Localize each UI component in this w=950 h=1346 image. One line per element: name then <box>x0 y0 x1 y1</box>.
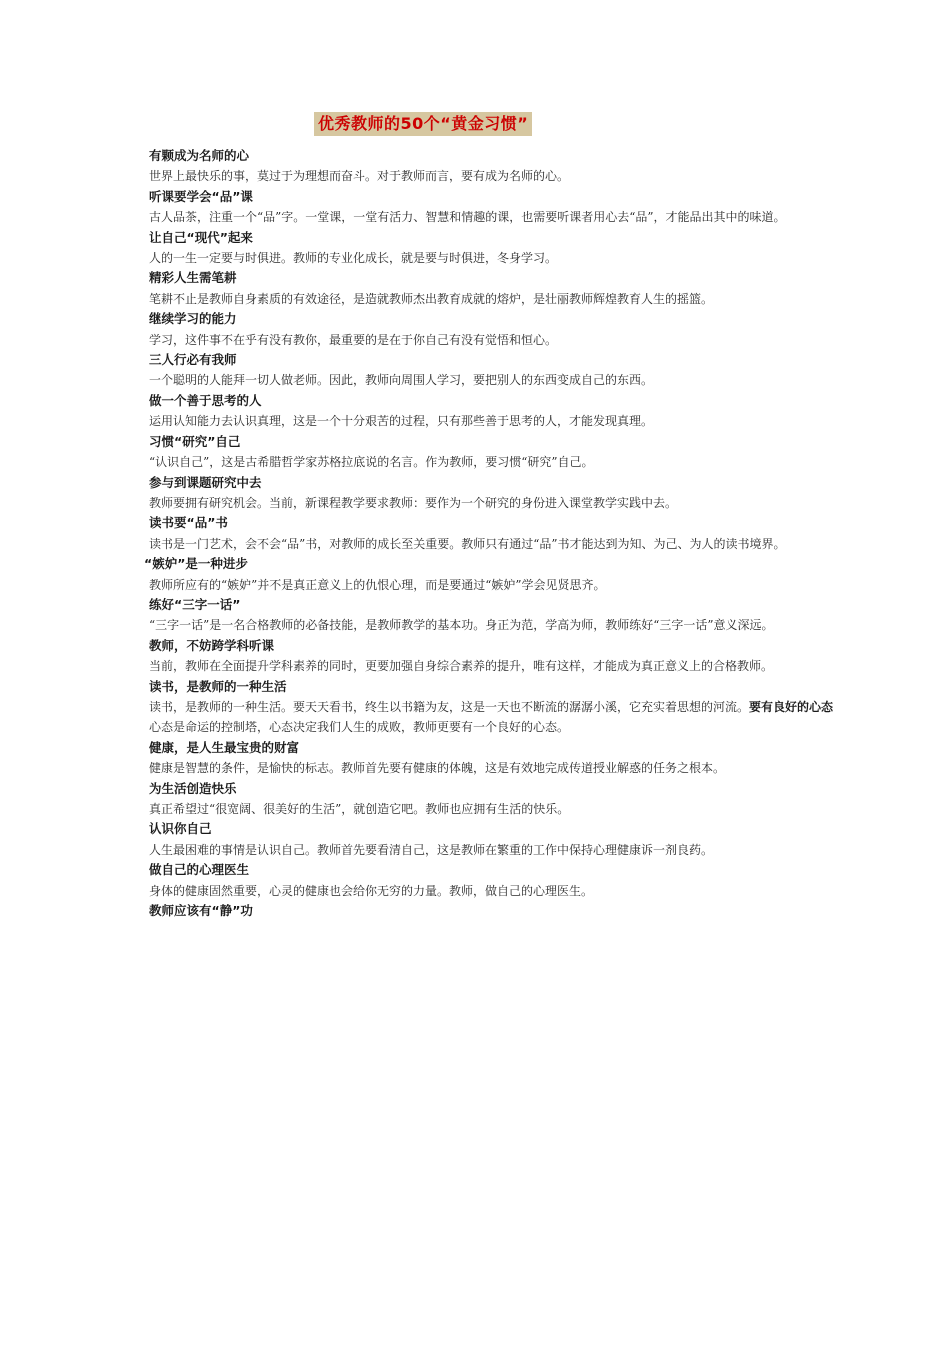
section-heading: 做一个善于思考的人 <box>149 392 262 408</box>
document-body <box>145 146 835 921</box>
section-body: 古人品茶，注重一个“品”字。一堂课，一堂有活力、智慧和情趣的课，也需要听课者用心去“品”，才能品出其中的味道。 <box>149 210 786 225</box>
section-body: 心态是命运的控制塔，心态决定我们人生的成败，教师更要有一个良好的心态。 <box>149 720 570 735</box>
section-body: 人的一生一定要与时俱进。教师的专业化成长，就是要与时俱进，冬身学习。 <box>149 251 558 266</box>
section-body <box>149 697 835 717</box>
section-heading: 教师，不妨跨学科听课 <box>149 637 275 653</box>
section-heading: 继续学习的能力 <box>149 311 237 327</box>
section-heading: 为生活创造快乐 <box>149 780 237 796</box>
section-body: 世界上最快乐的事，莫过于为理想而奋斗。对于教师而言，要有成为名师的心。 <box>149 169 570 184</box>
section-heading: 认识你自己 <box>149 821 212 837</box>
section-body: 笔耕不止是教师自身素质的有效途径，是造就教师杰出教育成就的熔炉，是壮丽教师辉煌教育人生的摇篮。 <box>149 291 714 306</box>
section-heading: 听课要学会“品”课 <box>149 188 253 204</box>
inline-section-heading: 要有良好的心态 <box>749 699 834 714</box>
section-body: 人生最困难的事情是认识自己。教师首先要看清自己，这是教师在繁重的工作中保持心理健康诉一剂良药。 <box>149 842 714 857</box>
section-heading: 让自己“现代”起来 <box>149 229 253 245</box>
section-body: 运用认知能力去认识真理，这是一个十分艰苦的过程，只有那些善于思考的人，才能发现真理。 <box>149 414 654 429</box>
section-heading: 精彩人生需笔耕 <box>149 270 237 286</box>
section-body: 教师所应有的“嫉妒”并不是真正意义上的仇恨心理，而是要通过“嫉妒”学会见贤思齐。 <box>149 577 606 592</box>
document-title: 优秀教师的50个“黄金习惯” <box>314 112 532 136</box>
section-body: “三字一话”是一名合格教师的必备技能，是教师教学的基本功。身正为范，学高为师，教师练好“三字一话”意义深远。 <box>149 618 774 633</box>
section-heading: 三人行必有我师 <box>149 352 237 368</box>
section-heading: 读书要“品”书 <box>149 515 228 531</box>
section-heading: 参与到课题研究中去 <box>149 474 262 490</box>
section-heading: 做自己的心理医生 <box>149 862 250 878</box>
title-row <box>0 112 950 136</box>
section-heading: 健康，是人生最宝贵的财富 <box>149 739 300 755</box>
section-body: 教师要拥有研究机会。当前，新课程教学要求教师：要作为一个研究的身份进入课堂教学实践中去。 <box>149 495 678 510</box>
section-heading: 读书，是教师的一种生活 <box>149 678 287 694</box>
section-body: “认识自己”，这是古希腊哲学家苏格拉底说的名言。作为教师，要习惯“研究”自己。 <box>149 455 594 470</box>
section-body-text: 读书，是教师的一种生活。要天天看书，终生以书籍为友，这是一天也不断流的潺潺小溪，它充实着思想的河流。 <box>149 699 750 714</box>
section-heading: 教师应该有“静”功 <box>149 903 253 919</box>
section-heading: 有颗成为名师的心 <box>149 148 250 163</box>
section-body: 真正希望过“很宽阔、很美好的生活”，就创造它吧。教师也应拥有生活的快乐。 <box>149 802 570 816</box>
section-body: 一个聪明的人能拜一切人做老师。因此，教师向周围人学习，要把别人的东西变成自己的东西。 <box>149 373 654 388</box>
section-heading: 习惯“研究”自己 <box>149 433 241 449</box>
section-body: 读书是一门艺术，会不会“品”书，对教师的成长至关重要。教师只有通过“品”书才能达到为知、为己、为人的读书境界。 <box>149 536 786 551</box>
section-heading: 练好“三字一话” <box>149 596 241 612</box>
section-body: 健康是智慧的条件，是愉快的标志。教师首先要有健康的体魄，这是有效地完成传道授业解惑的任务之根本。 <box>149 761 726 776</box>
section-body: 身体的健康固然重要，心灵的健康也会给你无穷的力量。教师，做自己的心理医生。 <box>149 883 594 898</box>
section-body: 学习，这件事不在乎有没有教你，最重要的是在于你自己有没有觉悟和恒心。 <box>149 332 558 347</box>
section-heading: “嫉妒”是一种进步 <box>144 556 248 572</box>
section-body: 当前，教师在全面提升学科素养的同时，更要加强自身综合素养的提升，唯有这样，才能成为真正意义上的合格教师。 <box>149 659 774 674</box>
